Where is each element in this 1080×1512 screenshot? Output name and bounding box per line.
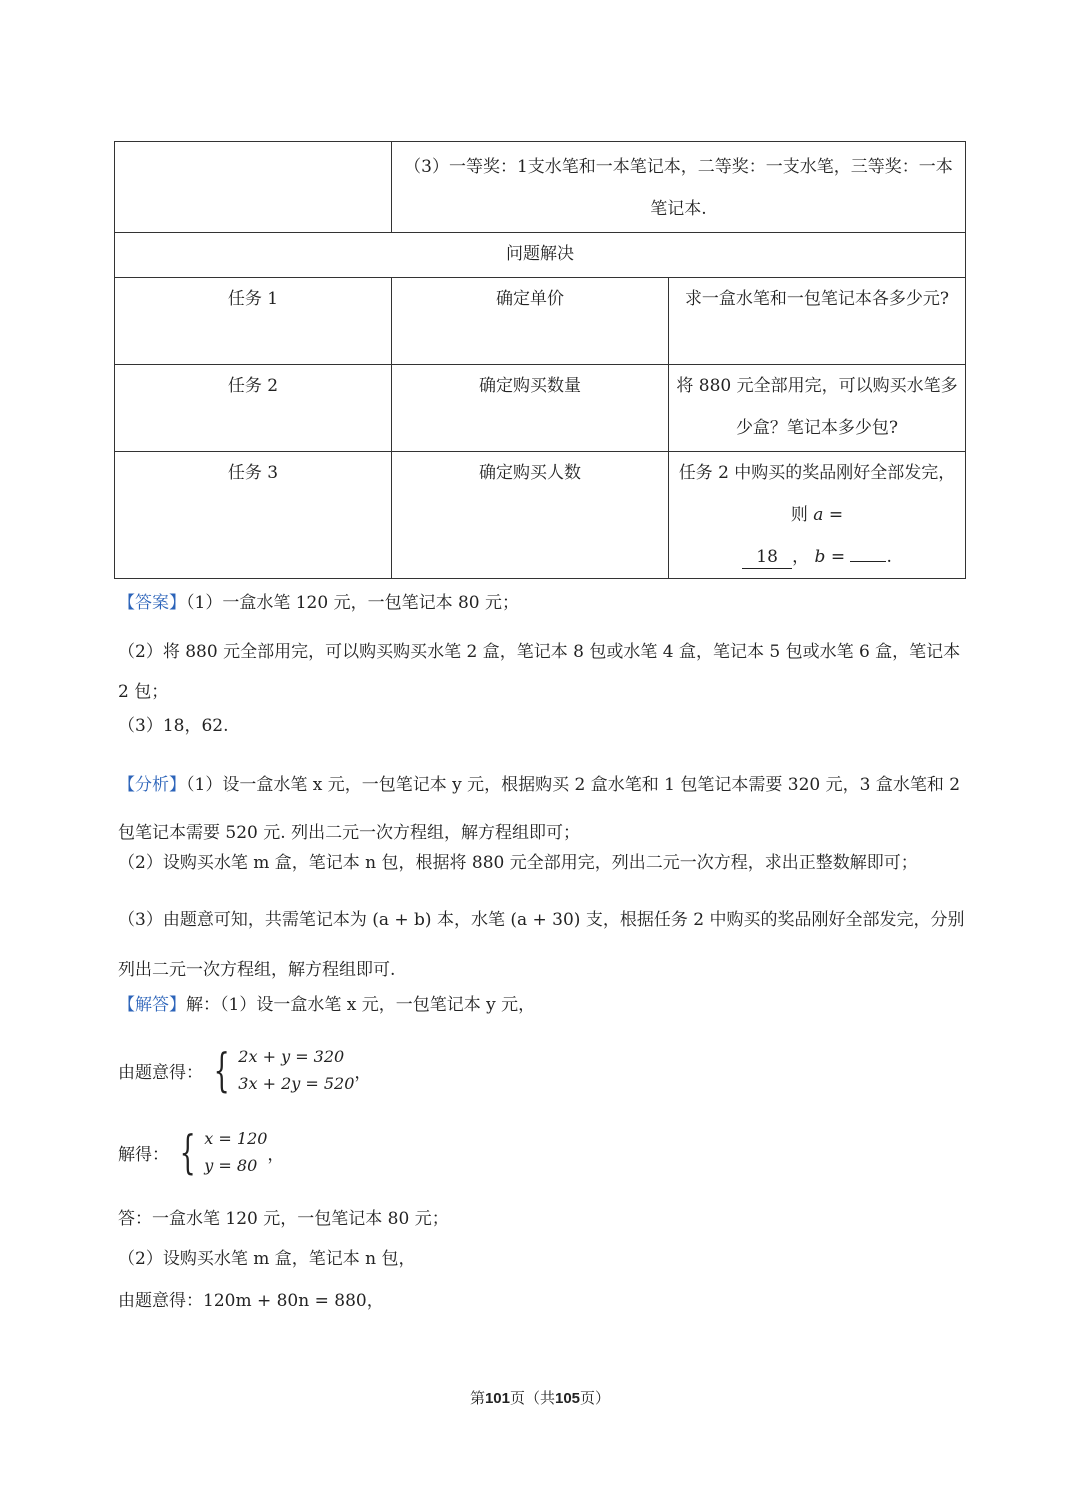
solution-intro xyxy=(118,993,968,1017)
page-footer xyxy=(0,1387,1080,1408)
analysis-text-1: （1）设一盒水笔 x 元，一包笔记本 y 元，根据购买 2 盒水笔和 1 包笔记本需要 320 元，3 盒水笔和 2 包笔记本需要 520 元. 列出二元一次方程组，解方程组即可； xyxy=(118,775,961,843)
brace-icon: { xyxy=(179,1125,196,1179)
equation-system-2 xyxy=(118,1125,284,1179)
solution-tag: 【解答】 xyxy=(118,995,186,1015)
solution-equation-line: 由题意得：120m + 80n = 880， xyxy=(118,1291,384,1311)
table-row xyxy=(115,452,966,579)
analysis-line-1 xyxy=(118,761,968,857)
equals-sign: = xyxy=(830,547,846,567)
solution-answer-1: 答：一盒水笔 120 元，一包笔记本 80 元； xyxy=(118,1209,449,1229)
equation: 2x + y = 320 xyxy=(238,1047,345,1066)
task-question: 将 880 元全部用完，可以购买水笔多少盒？笔记本多少包? xyxy=(669,365,966,452)
task-question-text: 任务 2 中购买的奖品刚好全部发完，则 xyxy=(678,463,956,525)
equation: y = 80 xyxy=(204,1156,258,1175)
task-topic: 确定购买人数 xyxy=(392,452,669,579)
answer-line-1 xyxy=(118,591,968,615)
equation-stack xyxy=(204,1125,267,1179)
footer-prefix: 第 xyxy=(469,1389,485,1407)
task-name: 任务 1 xyxy=(115,278,392,365)
period: . xyxy=(886,547,892,567)
brace-icon: { xyxy=(213,1043,230,1097)
equation: 3x + 2y = 520 xyxy=(238,1074,355,1093)
equation: x = 120 xyxy=(204,1129,268,1148)
equation-system-1 xyxy=(118,1043,371,1097)
analysis-line-2: （2）设购买水笔 m 盒，笔记本 n 包，根据将 880 元全部用完，列出二元一次方程，求出正整数解即可； xyxy=(118,853,918,873)
separator: ， xyxy=(792,547,810,567)
task-question: 求一盒水笔和一包笔记本各多少元? xyxy=(669,278,966,365)
prize-description: （3）一等奖：1支水笔和一本笔记本，二等奖：一支水笔，三等奖：一本笔记本. xyxy=(392,142,966,233)
table-row xyxy=(115,278,966,365)
answer-blank-b xyxy=(850,561,886,562)
section-header: 问题解决 xyxy=(115,233,966,278)
answer-tag: 【答案】 xyxy=(118,593,186,613)
system-end: ， xyxy=(354,1062,372,1083)
variable-a: a xyxy=(813,505,824,525)
page-number: 101 xyxy=(484,1390,510,1407)
system-label: 解得： xyxy=(118,1144,169,1165)
equation-stack xyxy=(238,1043,354,1097)
task-name: 任务 2 xyxy=(115,365,392,452)
task-topic: 确定购买数量 xyxy=(392,365,669,452)
answer-line-2: （2）将 880 元全部用完，可以购买购买水笔 2 盒，笔记本 8 包或水笔 4 盒，笔记本 5 包或水笔 6 盒，笔记本 2 包； xyxy=(118,642,961,702)
task-topic: 确定单价 xyxy=(392,278,669,365)
task-question xyxy=(669,452,966,579)
analysis-line-3: （3）由题意可知，共需笔记本为 (a + b) 本，水笔 (a + 30) 支，根据任务 2 中购买的奖品刚好全部发完，分别列出二元一次方程组，解方程组即可. xyxy=(118,910,965,980)
table-row xyxy=(115,142,966,233)
task-name: 任务 3 xyxy=(115,452,392,579)
table-row xyxy=(115,233,966,278)
table-cell-empty xyxy=(115,142,392,233)
solution-part-2: （2）设购买水笔 m 盒，笔记本 n 包， xyxy=(118,1249,416,1269)
solution-text: 解：（1）设一盒水笔 x 元，一包笔记本 y 元， xyxy=(186,995,536,1015)
task-table xyxy=(114,141,966,579)
page-total: 105 xyxy=(555,1390,581,1407)
equals-sign: = xyxy=(828,505,844,525)
system-end: ， xyxy=(267,1144,285,1165)
variable-b: b xyxy=(814,547,826,567)
analysis-tag: 【分析】 xyxy=(118,775,186,795)
footer-mid: 页（共 xyxy=(509,1389,555,1407)
answer-text-1: （1）一盒水笔 120 元，一包笔记本 80 元； xyxy=(186,593,520,613)
answer-blank-a: 18 xyxy=(742,546,792,569)
system-label: 由题意得： xyxy=(118,1062,203,1083)
answer-line-3: （3）18，62. xyxy=(118,716,229,736)
footer-suffix: 页） xyxy=(580,1389,611,1407)
table-row xyxy=(115,365,966,452)
